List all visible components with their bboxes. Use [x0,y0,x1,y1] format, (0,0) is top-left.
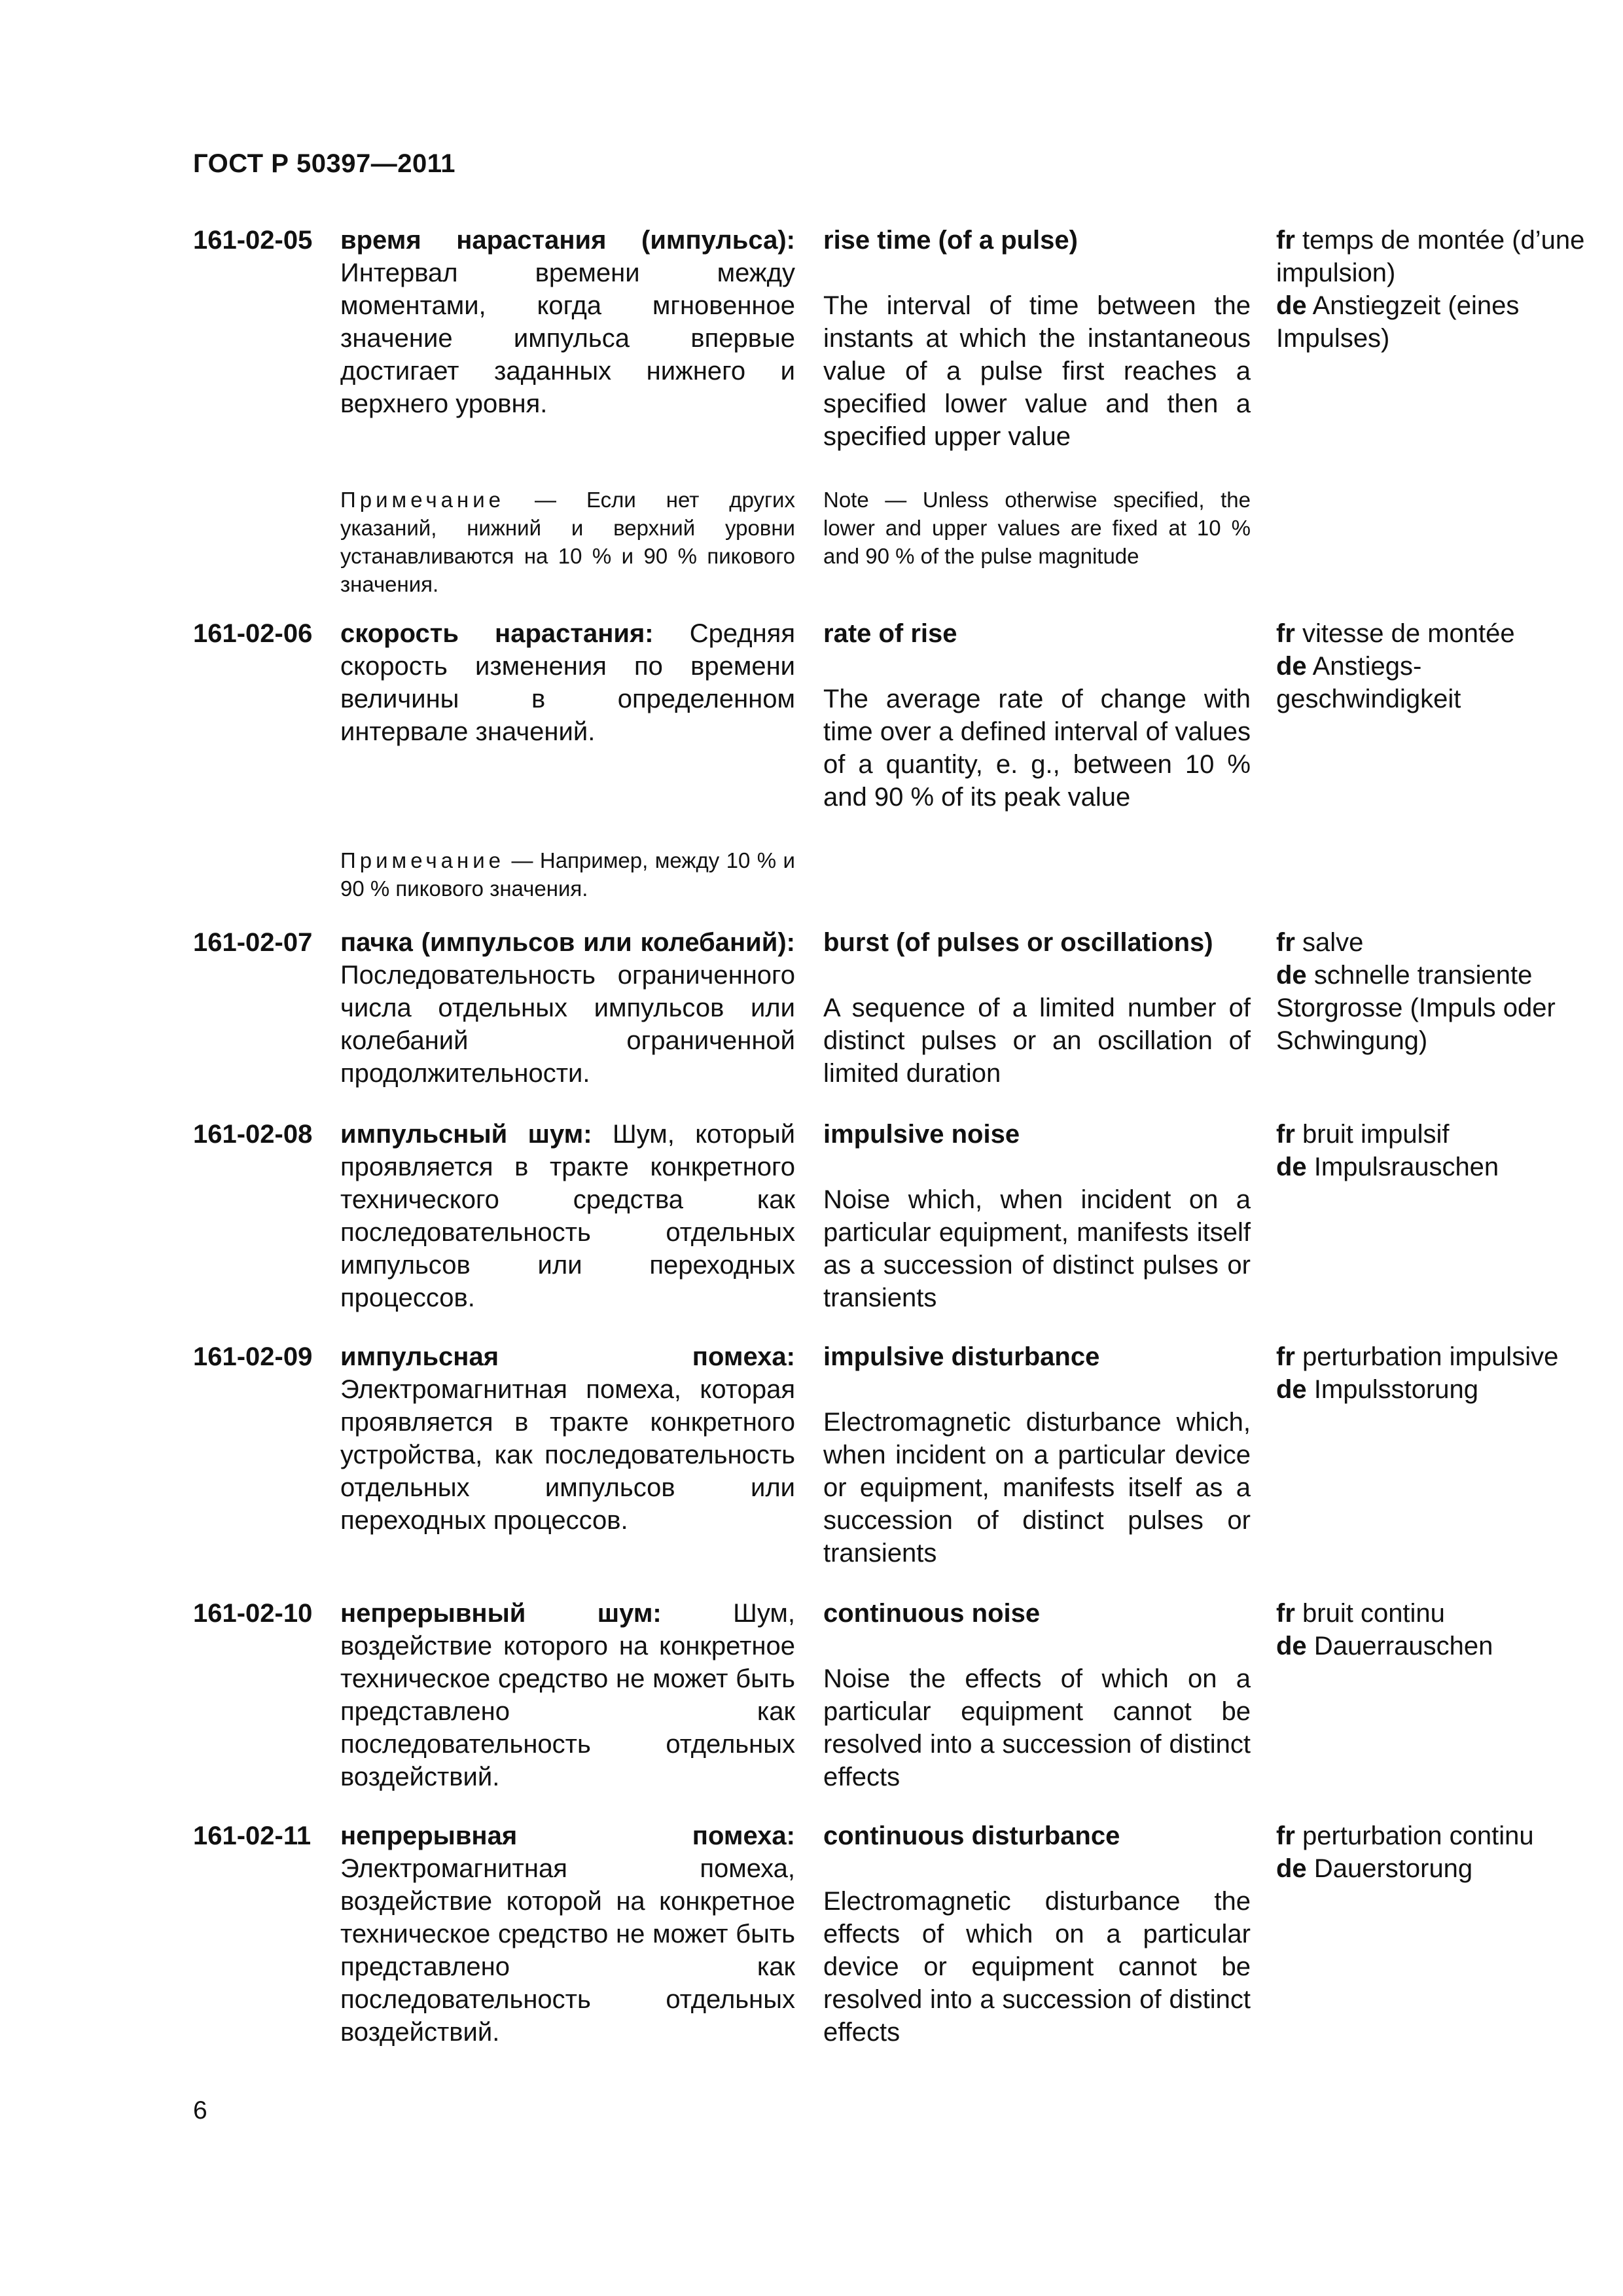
entry-number: 161-02-07 [193,928,313,957]
ru-note [340,486,795,598]
en-definition: Electromagnetic disturbance the effects of which on a particular device or equipment cannot be resolved into a succession of distinct effects [823,1887,1251,2047]
en-definition-block [823,617,1251,814]
fr-label: fr [1276,1821,1295,1850]
de-label: de [1276,961,1307,990]
ru-definition: Электромагнитная помеха, воздействие которой на конкретное техническое средство не может быть представлено как последовательность отдельных воздействий. [340,1854,795,2047]
fr-label: fr [1276,1120,1295,1149]
en-term: rate of rise [823,619,957,648]
ru-definition-block [340,1597,795,1793]
fr-de-equivalents [1276,1820,1590,1885]
ru-definition-block [340,1820,795,2049]
ru-definition-block [340,224,795,420]
en-definition: The average rate of change with time over a defined interval of values of a quantity, e. g., between 10 % and 90 % of its peak value [823,685,1251,812]
entry-number: 161-02-09 [193,1342,313,1371]
fr-de-equivalents [1276,1597,1590,1662]
fr-term: salve [1302,928,1364,957]
entry-number: 161-02-11 [193,1821,312,1850]
fr-label: fr [1276,1342,1295,1371]
ru-definition-block [340,926,795,1090]
fr-label: fr [1276,226,1295,255]
fr-term: temps de montée (d’une impulsion) [1276,226,1585,287]
de-term: Impulsrauschen [1313,1153,1499,1181]
en-definition-block [823,1118,1251,1314]
fr-term: vitesse de montée [1302,619,1515,648]
ru-definition: Последовательность ограниченного числа отдельных импульсов или колебаний ограниченной продолжительности. [340,961,795,1088]
en-term: impulsive disturbance [823,1342,1100,1371]
en-definition-block [823,1340,1251,1570]
ru-note-text: — Например, между 10 % и 90 % пикового значения. [340,848,795,901]
de-label: de [1276,1854,1307,1883]
ru-definition: Шум, воздействие которого на конкретное техническое средство не может быть представлено как последовательность отдельных воздействий. [340,1599,796,1791]
fr-de-equivalents [1276,1118,1590,1183]
en-definition-block [823,224,1251,453]
en-definition: Noise the effects of which on a particular equipment cannot be resolved into a succession of distinct effects [823,1664,1251,1791]
fr-de-equivalents [1276,926,1590,1057]
de-label: de [1276,1153,1307,1181]
ru-definition: Интервал времени между моментами, когда мгновенное значение импульса впервые достигает заданных нижнего и верхнего уровня. [340,259,795,418]
fr-term: bruit continu [1302,1599,1445,1628]
fr-term: bruit impulsif [1302,1120,1450,1149]
de-label: de [1276,1375,1307,1404]
de-label: de [1276,652,1307,681]
ru-note [340,846,795,903]
ru-term: непрерывный шум: [340,1599,662,1628]
en-definition-block [823,926,1251,1090]
en-term: impulsive noise [823,1120,1020,1149]
page-number: 6 [193,2096,207,2125]
ru-definition: Средняя скорость изменения по времени величины в определенном интервале значений. [340,619,795,746]
fr-de-equivalents [1276,224,1590,355]
ru-definition-block [340,1118,795,1314]
de-term: schnelle transiente Storgrosse (Impuls oder Schwingung) [1276,961,1556,1055]
fr-term: perturbation impulsive [1302,1342,1559,1371]
de-term: Dauerstorung [1313,1854,1473,1883]
en-definition: The interval of time between the instants at which the instantaneous value of a pulse first reaches a specified lower value and then a specified upper value [823,291,1251,451]
ru-definition: Электромагнитная помеха, которая проявляется в тракте конкретного устройства, как последовательность отдельных импульсов или переходных процессов. [340,1375,795,1535]
document-header: ГОСТ Р 50397—2011 [193,149,455,178]
de-term: Dauerrauschen [1313,1632,1493,1660]
de-term: Impulsstorung [1313,1375,1479,1404]
en-term: rise time (of a pulse) [823,226,1078,255]
entry-number: 161-02-08 [193,1120,313,1149]
en-term: burst (of pulses or oscillations) [823,928,1213,957]
en-definition: Electromagnetic disturbance which, when incident on a particular device or equipment, manifests itself as a succession of distinct pulses or transients [823,1408,1251,1568]
de-label: de [1276,1632,1307,1660]
ru-term: пачка (импульсов или колебаний): [340,928,795,957]
ru-term: время нарастания (импульса): [340,226,795,255]
ru-note-text: — Если нет других указаний, нижний и верхний уровни устанавливаются на 10 % и 90 % пикового значения. [340,488,795,596]
ru-term: непрерывная помеха: [340,1821,795,1850]
en-term: continuous disturbance [823,1821,1120,1850]
ru-note-label: Примечание [340,488,505,512]
en-note: Note — Unless otherwise specified, the lower and upper values are fixed at 10 % and 90 % of the pulse magnitude [823,488,1251,568]
fr-label: fr [1276,619,1295,648]
ru-definition: Шум, который проявляется в тракте конкретного технического средства как последовательность отдельных импульсов или переходных процессов. [340,1120,796,1312]
entry-number: 161-02-10 [193,1599,313,1628]
fr-term: perturbation continu [1302,1821,1534,1850]
ru-term: импульсный шум: [340,1120,592,1149]
ru-definition-block [340,1340,795,1537]
fr-label: fr [1276,1599,1295,1628]
en-definition-block [823,1820,1251,2049]
ru-definition-block [340,617,795,748]
de-term: Anstiegzeit (eines Impulses) [1276,291,1520,353]
en-definition-block [823,1597,1251,1793]
en-definition: Noise which, when incident on a particular equipment, manifests itself as a succession of distinct pulses or transients [823,1185,1251,1312]
ru-term: импульсная помеха: [340,1342,795,1371]
de-label: de [1276,291,1307,320]
fr-de-equivalents [1276,1340,1590,1406]
fr-label: fr [1276,928,1295,957]
en-definition: A sequence of a limited number of distinct pulses or an oscillation of limited duration [823,994,1251,1088]
entry-number: 161-02-05 [193,226,313,255]
ru-term: скорость нарастания: [340,619,654,648]
en-term: continuous noise [823,1599,1041,1628]
entry-number: 161-02-06 [193,619,313,648]
fr-de-equivalents [1276,617,1590,715]
de-term: Anstiegs-geschwindigkeit [1276,652,1461,713]
ru-note-label: Примечание [340,848,505,872]
